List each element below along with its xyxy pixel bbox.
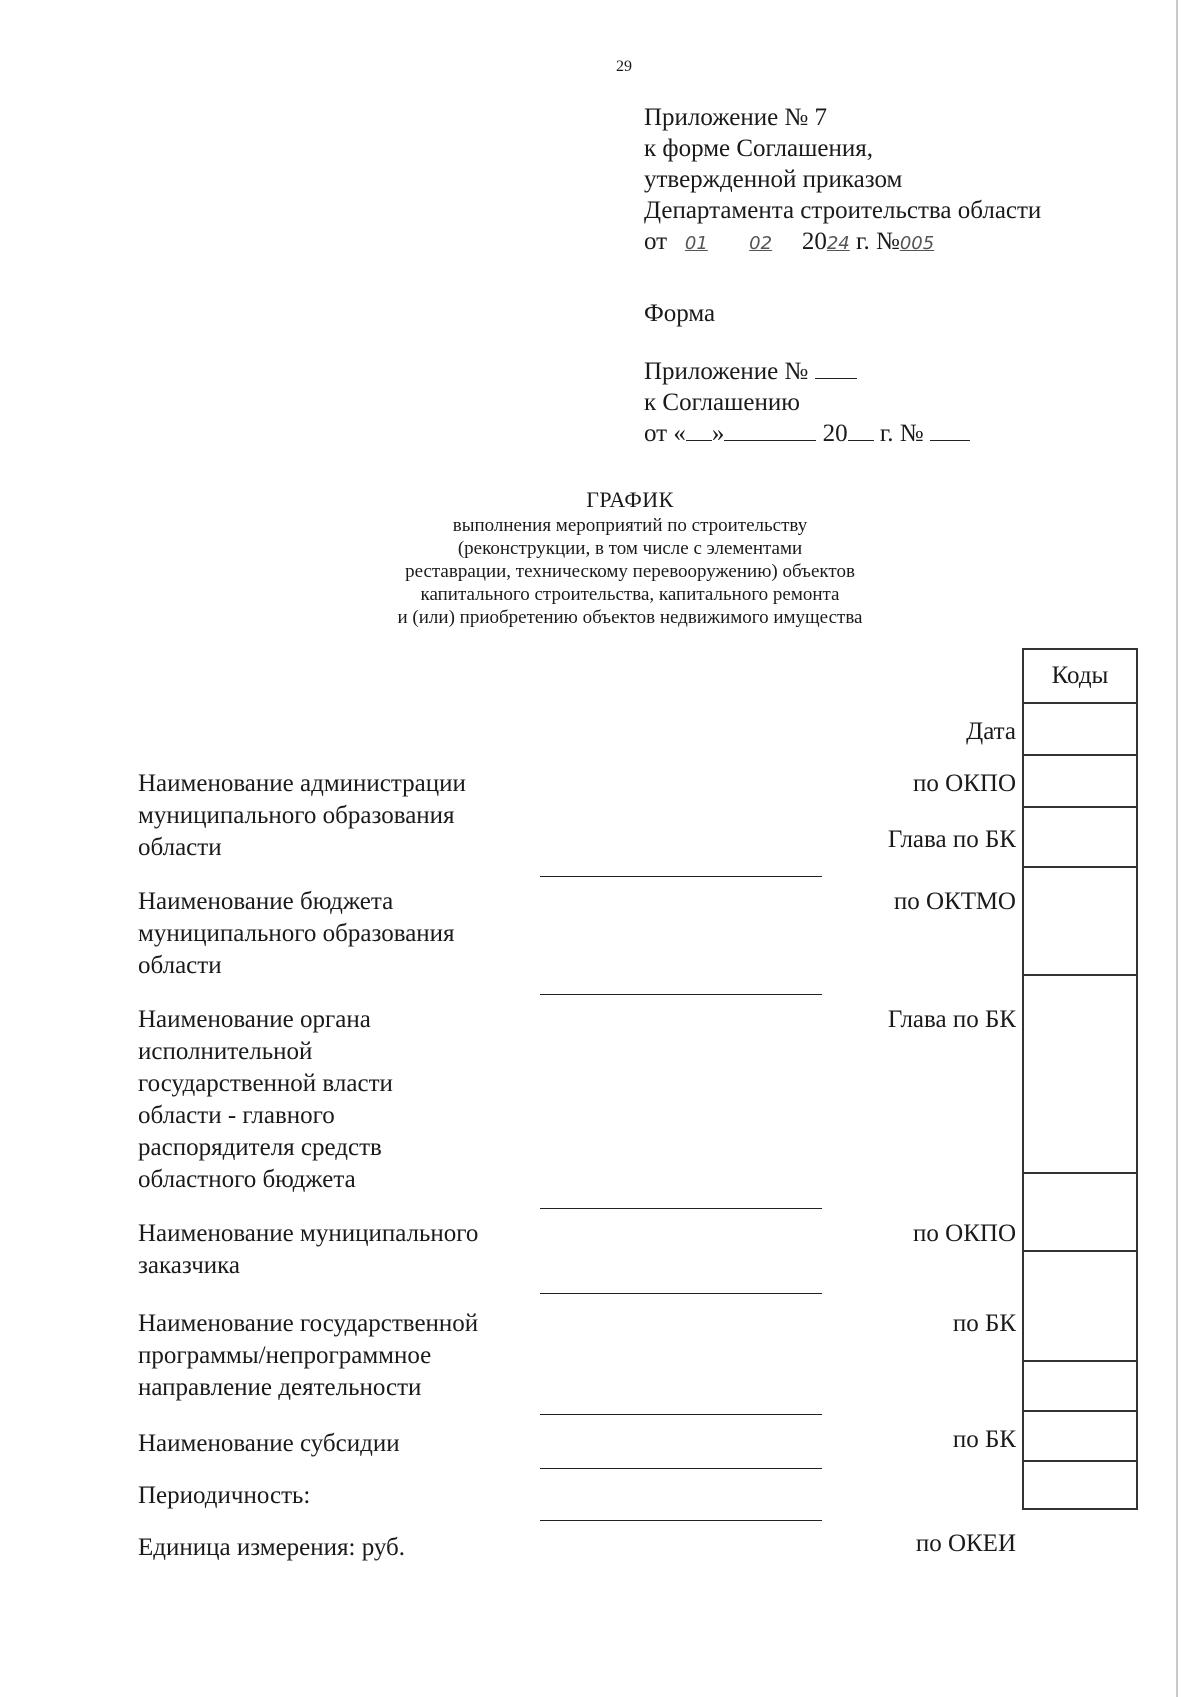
field-label-line: области - главного [138, 1102, 335, 1129]
field-label-line: Наименование субсидии [138, 1430, 400, 1457]
appendix-line: к форме Соглашения, [644, 135, 873, 162]
codes-table [1022, 648, 1138, 1510]
right-label-bk-chapter: Глава по БК [887, 1006, 1016, 1033]
right-label-bk: по БК [952, 1426, 1016, 1453]
field-executive-body-name [138, 1004, 558, 1196]
right-label-bk: по БК [952, 1310, 1016, 1337]
agreement-line [644, 356, 970, 387]
field-label-line: Наименование муниципального [138, 1220, 479, 1247]
field-label-line: Наименование администрации [138, 770, 466, 797]
page-edge-line [1176, 0, 1178, 1697]
blank-field [815, 358, 857, 379]
codes-header: Коды [1023, 649, 1137, 703]
code-cell [1023, 703, 1137, 755]
right-label-date: Дата [966, 718, 1016, 745]
agreement-appendix-label: Приложение № [644, 358, 809, 385]
blank-field [724, 420, 816, 441]
fill-line [540, 994, 822, 995]
handwritten-year: 24 [826, 233, 850, 254]
title-sub-line: и (или) приобретению объектов недвижимого имущества [397, 607, 863, 628]
field-label-line: Периодичность: [138, 1482, 311, 1509]
field-label-line: направление деятельности [138, 1374, 422, 1401]
field-label-line: Наименование органа [138, 1006, 371, 1033]
field-label-line: Наименование бюджета [138, 888, 394, 915]
field-label-line: области [138, 834, 222, 861]
appendix-line: Департамента строительства области [644, 197, 1042, 224]
field-subsidy-name [138, 1428, 558, 1460]
field-label-line: муниципального образования [138, 802, 455, 829]
year-prefix: 20 [822, 420, 848, 447]
appendix-line: Приложение № 7 [644, 104, 828, 131]
field-label-line: программы/непрограммное [138, 1342, 432, 1369]
blank-field [930, 420, 970, 441]
agreement-line: к Соглашению [644, 389, 800, 416]
code-cell [1023, 1461, 1137, 1509]
code-cell [1023, 1173, 1137, 1251]
appendix-header [644, 102, 1041, 259]
field-unit-of-measure [138, 1532, 558, 1564]
code-cell [1023, 1361, 1137, 1411]
field-label-line: исполнительной [138, 1038, 313, 1065]
fill-line [540, 1414, 822, 1415]
year-suffix: г. № [856, 228, 900, 255]
field-state-program [138, 1308, 558, 1404]
title-main: ГРАФИК [586, 487, 674, 512]
field-periodicity [138, 1480, 558, 1512]
title-sub-line: выполнения мероприятий по строительству [452, 515, 808, 536]
fill-line [540, 876, 822, 877]
code-cell [1023, 1251, 1137, 1361]
code-cell [1023, 867, 1137, 975]
blank-field [848, 420, 874, 441]
document-title [300, 486, 960, 629]
code-cell [1023, 755, 1137, 807]
field-label-line: заказчика [138, 1252, 241, 1279]
number-label: г. № [879, 420, 924, 447]
title-sub-line: (реконструкции, в том числе с элементами [457, 538, 803, 559]
year-prefix: 20 [801, 228, 827, 255]
handwritten-number: 005 [899, 233, 935, 254]
field-label-line: Единица измерения: руб. [138, 1534, 406, 1561]
field-label-line: области [138, 952, 222, 979]
code-cell [1023, 1411, 1137, 1461]
field-label-line: распорядителя средств [138, 1134, 382, 1161]
date-open: от « [644, 420, 686, 447]
title-sub-line: реставрации, техническому перевооружению) объектов [405, 561, 855, 582]
appendix-line: утвержденной приказом [644, 166, 903, 193]
date-close: » [711, 420, 725, 447]
field-municipal-customer [138, 1218, 558, 1282]
title-sub-line: капитального строительства, капитального ремонта [420, 584, 840, 605]
blank-field [686, 420, 712, 441]
page-number: 29 [616, 58, 632, 75]
field-budget-name [138, 886, 558, 982]
fill-line [540, 1468, 822, 1469]
field-label-line: Наименование государственной [138, 1310, 479, 1337]
form-label: Форма [644, 300, 716, 327]
right-label-oktmo: по ОКТМО [893, 888, 1016, 915]
fill-line [540, 1208, 822, 1209]
fill-line [540, 1293, 822, 1294]
handwritten-month: 02 [749, 233, 773, 254]
handwritten-day: 01 [684, 233, 708, 254]
code-cell [1023, 807, 1137, 867]
agreement-date-line [644, 418, 970, 449]
right-label-okpo: по ОКПО [913, 1220, 1016, 1247]
right-label-bk-chapter: Глава по БК [887, 826, 1016, 853]
right-label-okei: по ОКЕИ [915, 1530, 1016, 1557]
fill-line [540, 1520, 822, 1521]
code-cell [1023, 975, 1137, 1173]
field-admin-name [138, 768, 558, 864]
field-label-line: областного бюджета [138, 1166, 356, 1193]
field-label-line: государственной власти [138, 1070, 393, 1097]
appendix-date-line [644, 226, 1041, 259]
field-label-line: муниципального образования [138, 920, 455, 947]
right-label-okpo: по ОКПО [913, 770, 1016, 797]
agreement-appendix-block [644, 356, 970, 449]
date-prefix: от [644, 228, 668, 255]
